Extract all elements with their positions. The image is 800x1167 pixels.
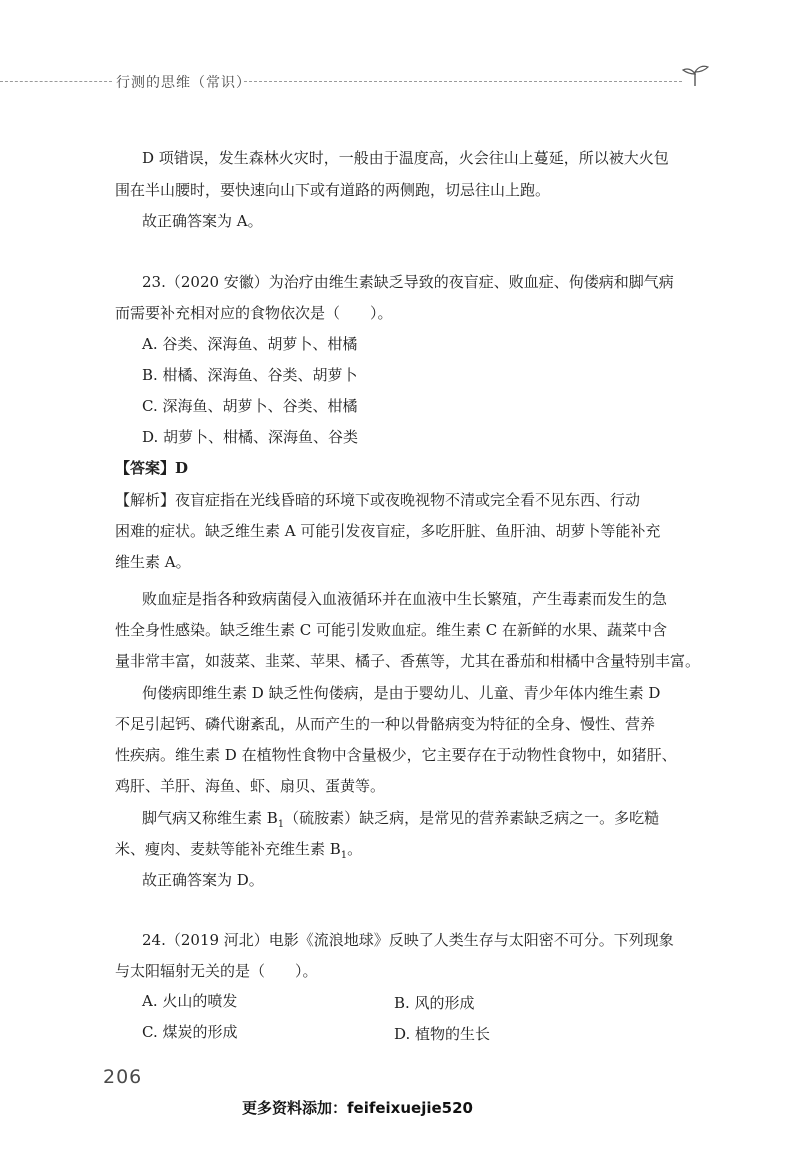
q23-analysis-line: 败血症是指各种致病菌侵入血液循环并在血液中生长繁殖，产生毒素而发生的急: [142, 590, 668, 608]
q23-analysis-line: 性全身性感染。缺乏维生素 C 可能引发败血症。维生素 C 在新鲜的水果、蔬菜中含: [115, 621, 668, 639]
q24-option-a: A. 火山的喷发: [142, 992, 238, 1010]
q23-beriberi-line: 米、瘦肉、麦麸等能补充维生素 $B_1$。: [115, 840, 363, 861]
q23-analysis-line: 鸡肝、羊肝、海鱼、虾、扇贝、蛋黄等。: [115, 777, 386, 795]
q23-analysis-line: 佝偻病即维生素 D 缺乏性佝偻病，是由于婴幼儿、儿童、青少年体内维生素 D: [142, 684, 661, 702]
q23-analysis-line: 困难的症状。缺乏维生素 A 可能引发夜盲症，多吃肝脏、鱼肝油、胡萝卜等能补充: [115, 522, 661, 540]
q23-stem-line: 23.（2020 安徽）为治疗由维生素缺乏导致的夜盲症、败血症、佝偻病和脚气病: [142, 273, 674, 291]
q24-stem-line: 24.（2019 河北）电影《流浪地球》反映了人类生存与太阳密不可分。下列现象: [142, 931, 674, 949]
q24-option-c: C. 煤炭的形成: [142, 1023, 238, 1041]
q24-option-d: D. 植物的生长: [394, 1025, 491, 1043]
q22-text-line: 围在半山腰时，要快速向山下或有道路的两侧跑，切忌往山上跑。: [115, 181, 551, 199]
sprout-icon: [680, 60, 710, 90]
q23-analysis-line: 【解析】夜盲症指在光线昏暗的环境下或夜晚视物不清或完全看不见东西、行动: [115, 491, 641, 509]
q23-stem-line: 而需要补充相对应的食物依次是（ ）。: [115, 304, 393, 322]
q23-analysis-line: 维生素 A。: [115, 553, 191, 571]
q23-option-b: B. 柑橘、深海鱼、谷类、胡萝卜: [142, 366, 358, 384]
q24-option-b: B. 风的形成: [394, 994, 475, 1012]
q23-option-a: A. 谷类、深海鱼、胡萝卜、柑橘: [142, 335, 358, 353]
q23-answer: 【答案】D: [115, 459, 189, 477]
q23-option-c: C. 深海鱼、胡萝卜、谷类、柑橘: [142, 397, 358, 415]
page-number: 206: [103, 1066, 143, 1088]
header-rule-left: [0, 81, 112, 82]
q23-analysis-line: 性疾病。维生素 D 在植物性食物中含量极少，它主要存在于动物性食物中，如猪肝、: [115, 746, 677, 764]
q22-text-line: D 项错误，发生森林火灾时，一般由于温度高，火会往山上蔓延，所以被大火包: [142, 149, 669, 167]
running-header-title: 行测的思维（常识）: [116, 75, 251, 91]
header-rule-right: [244, 81, 682, 82]
q23-analysis-line: 不足引起钙、磷代谢紊乱，从而产生的一种以骨骼病变为特征的全身、慢性、营养: [115, 715, 656, 733]
q23-analysis-line: 量非常丰富，如菠菜、韭菜、苹果、橘子、香蕉等，尤其在番茄和柑橘中含量特别丰富。: [115, 652, 701, 670]
q22-conclusion: 故正确答案为 A。: [142, 212, 263, 230]
q24-stem-line: 与太阳辐射无关的是（ ）。: [115, 962, 318, 980]
footer-note: 更多资料添加：feifeixuejie520: [242, 1099, 473, 1117]
q23-conclusion: 故正确答案为 D。: [142, 871, 264, 889]
q23-beriberi-line: 脚气病又称维生素 $B_1$（硫胺素）缺乏病，是常见的营养素缺乏病之一。多吃糙: [142, 809, 660, 830]
q23-option-d: D. 胡萝卜、柑橘、深海鱼、谷类: [142, 428, 359, 446]
